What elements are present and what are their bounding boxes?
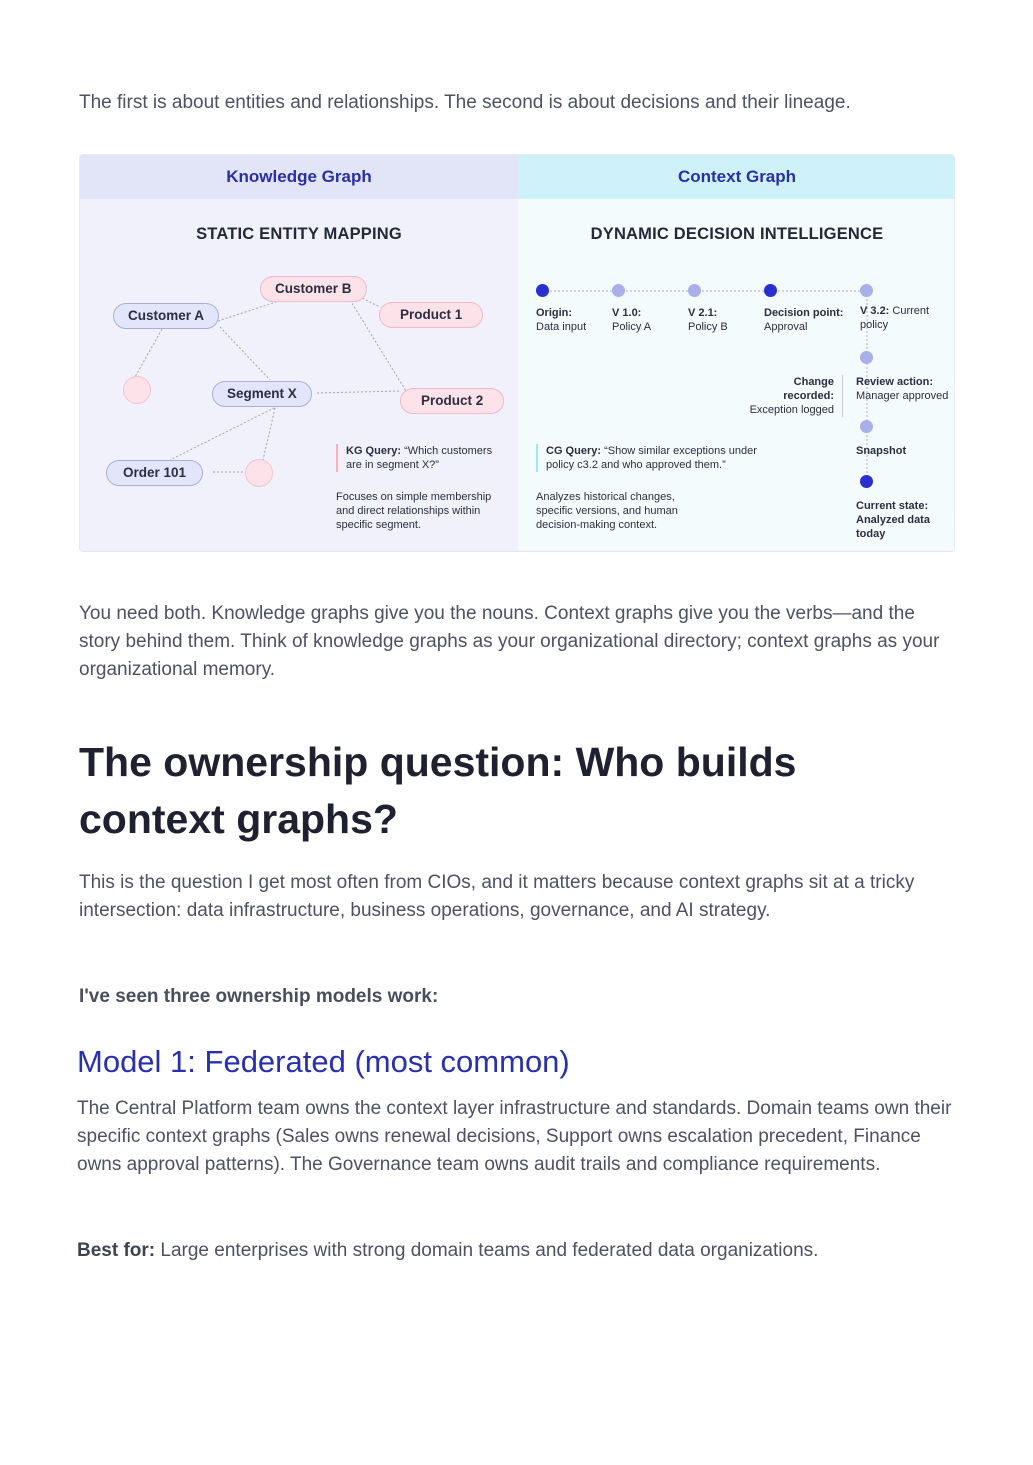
cg-query: CG Query: “Show similar exceptions under policy c3.2 and who approved them.”	[536, 444, 776, 472]
paragraph-question: This is the question I get most often from CIOs, and it matters because context graphs sit at a tricky intersection: data infrastructure, business operations, governance, and AI strategy.	[79, 872, 915, 921]
best-for-text: Large enterprises with strong domain teams and federated data organizations.	[155, 1240, 819, 1261]
kg-query: KG Query: “Which customers are in segment X?”	[336, 444, 506, 472]
node-product-2: Product 2	[400, 388, 504, 414]
edge-customer-a-customer-b	[218, 302, 276, 321]
timeline-dot-decision	[764, 284, 777, 297]
edge-customer-a-segment-x	[220, 327, 270, 380]
edge-segment-x-product-2	[317, 391, 400, 393]
model-1-heading: Model 1: Federated (most common)	[77, 1044, 570, 1079]
intro-paragraph: The first is about entities and relationships. The second is about decisions and their lineage.	[79, 92, 851, 113]
node-customer-a: Customer A	[113, 303, 219, 329]
paragraph-best-for	[77, 1237, 977, 1265]
edge-segment-x-order-101	[170, 406, 278, 460]
timeline-label-v3: V 3.2: Current policy	[860, 305, 930, 331]
paragraph-you-need-both: You need both. Knowledge graphs give you the nouns. Context graphs give you the verbs—and the story behind them. Think of knowledge graphs as your organizational directory; context graphs as your organizational memory.	[79, 603, 940, 680]
current-state-label: Current state: Analyzed data today	[856, 500, 930, 540]
timeline-dot-snapshot	[860, 420, 873, 433]
section-heading: The ownership question: Who builds context graphs?	[79, 739, 797, 842]
edge-customer-a-dot	[135, 329, 162, 377]
node-unlabeled-1	[123, 376, 151, 404]
node-product-1: Product 1	[379, 302, 483, 328]
context-graph-panel	[518, 155, 955, 551]
timeline-label-v2: V 2.1: Policy B	[688, 307, 728, 333]
cg-note: Analyzes historical changes, specific versions, and human decision-making context.	[536, 491, 678, 531]
timeline-label-decision: Decision point: Approval	[764, 307, 844, 333]
timeline-dot-origin	[536, 284, 549, 297]
best-for-label: Best for:	[77, 1240, 156, 1261]
node-order-101: Order 101	[106, 460, 203, 486]
node-segment-x: Segment X	[212, 381, 312, 407]
kg-note: Focuses on simple membership and direct relationships within specific segment.	[336, 491, 492, 531]
timeline-label-origin: Origin: Data input	[536, 307, 587, 333]
comparison-diagram	[79, 154, 955, 552]
kg-subtitle: STATIC ENTITY MAPPING	[196, 225, 402, 243]
snapshot-label: Snapshot	[856, 445, 907, 457]
cg-subtitle: DYNAMIC DECISION INTELLIGENCE	[590, 225, 884, 243]
node-unlabeled-2	[245, 459, 273, 487]
paragraph-model-1: The Central Platform team owns the context layer infrastructure and standards. Domain teams own their specific context graphs (Sales owns renewal decisions, Support owns escalation precedent, Finance owns approval patterns). The Governance team owns audit trails and compliance requirements.	[77, 1098, 952, 1175]
timeline-dot-current	[860, 475, 873, 488]
kg-header: Knowledge Graph	[80, 155, 518, 199]
node-customer-b: Customer B	[260, 276, 367, 302]
cg-header: Context Graph	[518, 155, 955, 199]
edge-segment-x-dot	[263, 408, 275, 460]
timeline-dot-v3	[860, 284, 873, 297]
timeline-dot-v1	[612, 284, 625, 297]
review-action-label: Review action: Manager approved	[856, 376, 949, 402]
timeline-dot-review	[860, 351, 873, 364]
timeline-label-v1: V 1.0: Policy A	[612, 307, 652, 333]
knowledge-graph-panel	[80, 155, 518, 551]
timeline-dot-v2	[688, 284, 701, 297]
change-recorded-label: Change recorded: Exception logged	[747, 375, 843, 417]
paragraph-models-intro: I've seen three ownership models work:	[79, 986, 439, 1007]
